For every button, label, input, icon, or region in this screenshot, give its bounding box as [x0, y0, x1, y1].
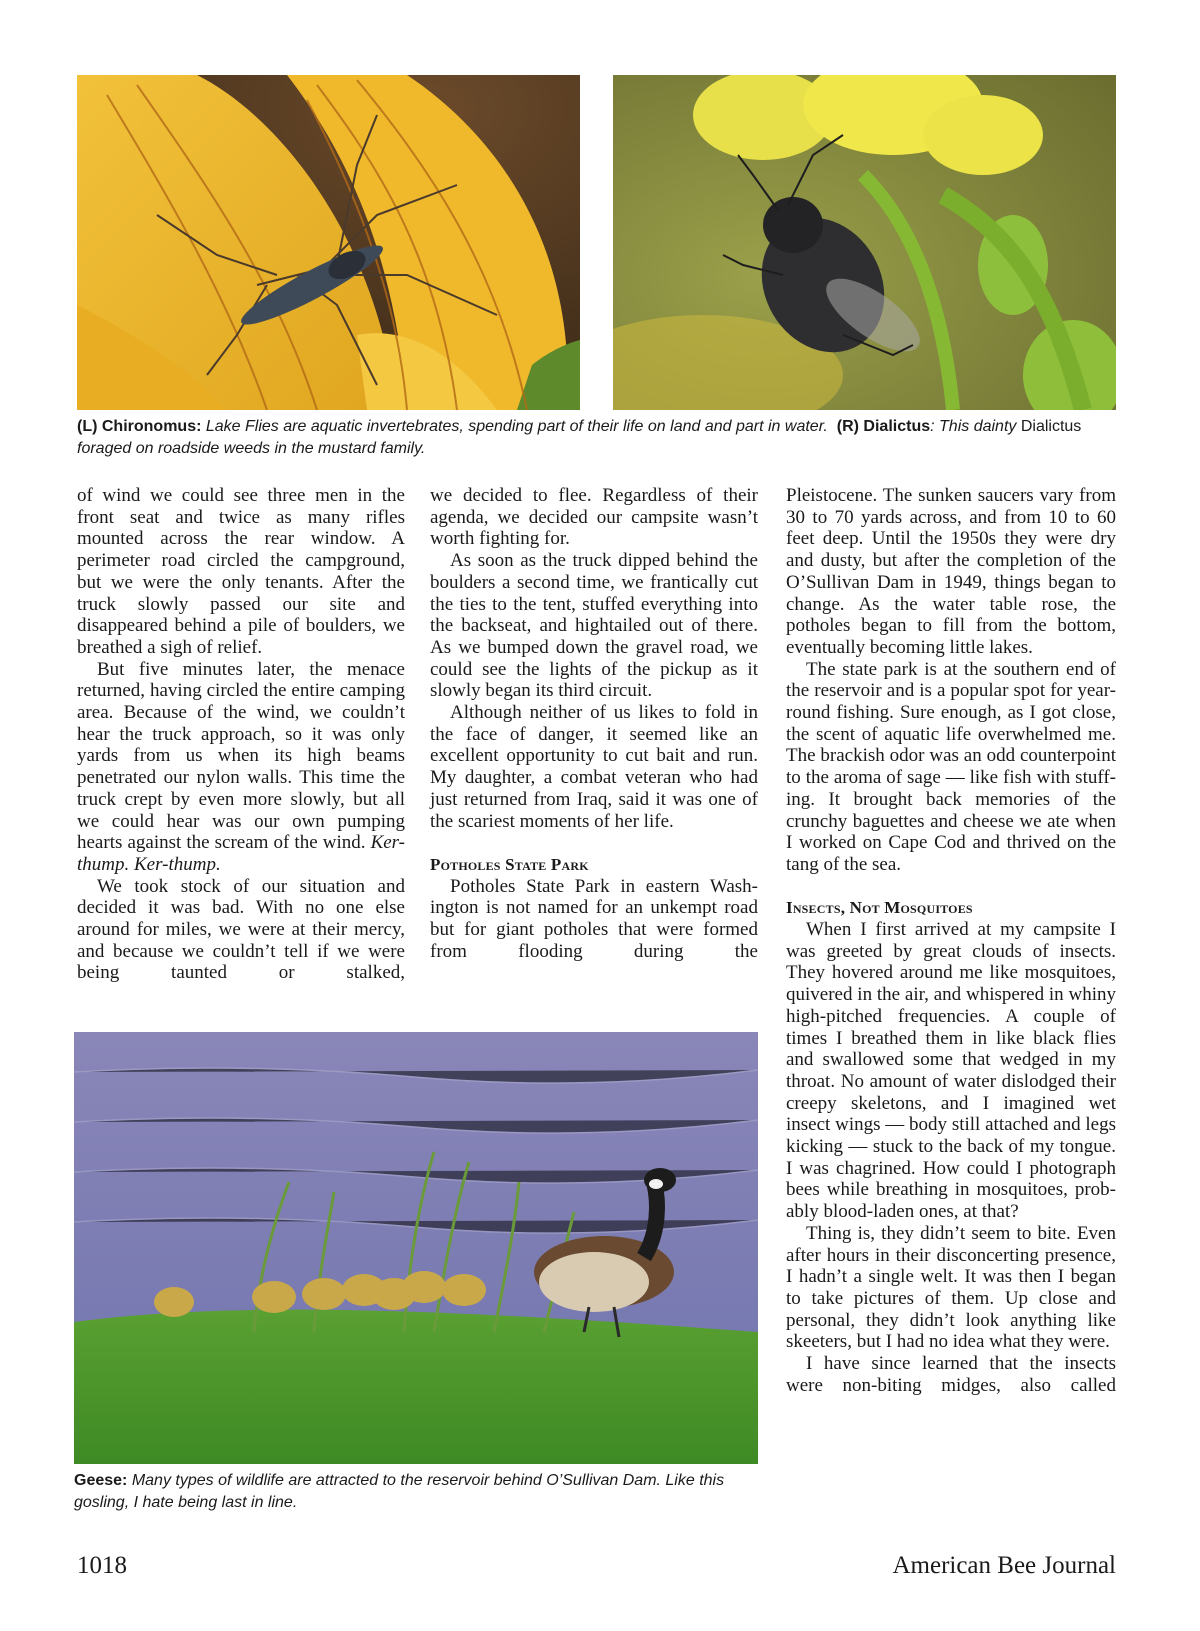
col1-paragraph-3: We took stock of our situation and decided it was bad. With no one else around for miles, we were at their mercy, and because we couldn’t tell if we were being taunted or stalked,	[77, 875, 405, 984]
page-number: 1018	[77, 1552, 127, 1579]
col3-paragraph-4: Thing is, they didn’t seem to bite. Even after hours in their disconcerting presence, I hadn’t a single welt. It was then I began to take pictures of them. Up close and personal, they didn’t look anything like skeeters, but I had no idea what they were.	[786, 1222, 1116, 1353]
col1-paragraph-2-text: But five minutes later, the menace returned, having circled the entire camping area. Because of the wind, we couldn’t hear the truck approach, so it was only yards from us when its high beams penetrated our nylon walls. This time the truck crept by even more slowly, but all we could hear was our own pumping hearts against the scream of the wind.	[77, 658, 405, 854]
photo-dialictus	[613, 75, 1116, 410]
col1-paragraph-1: of wind we could see three men in the front seat and twice as many rifles mounted across the rear window. A perimeter road circled the campground, but we were the only tenants. After the truck slowly passed our site and disappeared behind a pile of boulders, we breathed a sigh of relief.	[77, 485, 405, 658]
col2-paragraph-3: Although neither of us likes to fold in the face of danger, it seemed like an excellent opportunity to cut bait and run. My daughter, a combat veteran who had just returned from Iraq, said it was one of the scariest moments of her life.	[430, 702, 758, 832]
caption-right-text-2: foraged on roadside weeds in the mustard family.	[77, 440, 426, 457]
col3-paragraph-1: Pleistocene. The sunken saucers vary from 30 to 70 yards across, and from 10 to 60 feet deep. Until the 1950s they were dry and dusty, but after the completion of the O’Sullivan Dam in 1949, things began to change. As the water table rose, the potholes began to fill from the bottom, eventually becoming little lakes.	[786, 485, 1116, 658]
top-photos-caption	[77, 416, 1122, 460]
caption-right-colon: :	[930, 418, 935, 435]
photo-chironomus	[77, 75, 580, 410]
col3-paragraph-3: When I first arrived at my campsite I was greeted by great clouds of insects. They hovered around me like mosquitoes, quivered in the air, and whispered in whiny high-pitched frequencies. A couple of times I breathed them in like black flies and swallowed some that wedged in my throat. No amount of water dislodged their creepy skeletons, and I imagined wet insect wings — body still attached and legs kicking — stuck to the back of my tongue. I was chagrined. How could I photograph bees while breathing in mosquitoes, probably blood-laden ones, at that?	[786, 919, 1116, 1223]
col3-paragraph-2: The state park is at the southern end of the reservoir and is a popular spot for year-round fishing. Sure enough, as I got close, the scent of aquatic life overwhelmed me. The brackish odor was an odd counterpoint to the aroma of sage — like fish with stuffing. It brought back memories of the crunchy baguettes and cheese we ate when I worked on Cape Cod and thrived on the tang of the sea.	[786, 658, 1116, 875]
col2-paragraph-2: As soon as the truck dipped behind the boulders a second time, we frantically cut the ties to the tent, stuffed everything into the backseat, and hightailed out of there. As we bumped down the gravel road, we could see the lights of the pickup as it slowly began its third circuit.	[430, 550, 758, 702]
geese-caption-text: Many types of wildlife are attracted to the reservoir behind O’Sullivan Dam. Like this gosling, I hate being last in line.	[74, 1472, 725, 1511]
col2-paragraph-4: Potholes State Park in eastern Washington is not named for an unkempt road but for giant potholes that were formed from flooding during the	[430, 875, 758, 962]
col1-paragraph-2-italic: Ker-thump. Ker-thump.	[77, 832, 406, 875]
caption-right-text-1: This dainty	[939, 418, 1017, 435]
col3-paragraph-5: I have since learned that the insects were non-biting midges, also called	[786, 1353, 1116, 1396]
section-heading-insects: Insects, Not Mosquitoes	[786, 898, 973, 918]
caption-right-genus: Dialictus	[1020, 418, 1082, 435]
section-gap	[430, 832, 758, 854]
section-heading-potholes: Potholes State Park	[430, 854, 589, 874]
caption-left-label: (L) Chironomus:	[77, 418, 202, 435]
chironomus-image	[77, 75, 580, 410]
article-column-1	[77, 485, 405, 984]
section-gap	[786, 876, 1116, 898]
col2-paragraph-1: we decided to flee. Regardless of their agenda, we decided our campsite wasn’t worth fighting for.	[430, 485, 758, 550]
geese-caption-label: Geese:	[74, 1472, 128, 1489]
col1-paragraph-2	[77, 659, 405, 876]
caption-left-text: Lake Flies are aquatic invertebrates, spending part of their life on land and part in water.	[205, 418, 828, 435]
dialictus-image	[613, 75, 1116, 410]
photo-geese	[74, 1032, 758, 1464]
journal-name: American Bee Journal	[892, 1552, 1116, 1579]
caption-right-label: (R) Dialictus	[836, 418, 931, 435]
geese-image	[74, 1032, 758, 1464]
geese-photo-caption	[74, 1470, 764, 1514]
article-column-2	[430, 485, 758, 962]
article-column-3	[786, 485, 1116, 1397]
